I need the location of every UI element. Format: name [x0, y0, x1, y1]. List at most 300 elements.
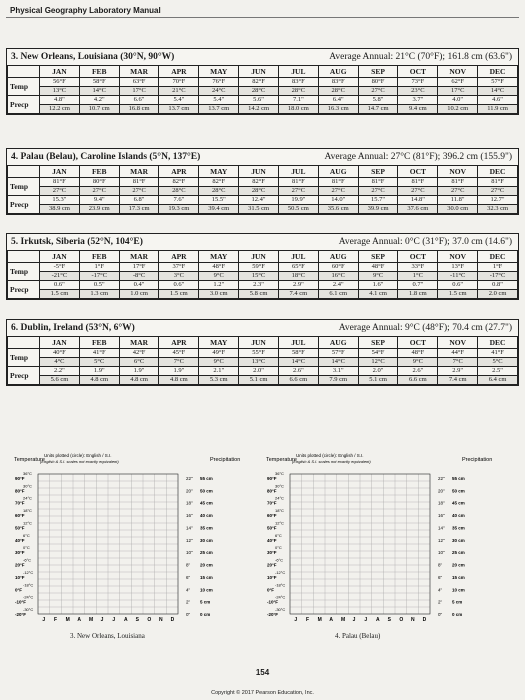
precip_cm-cell: 31.5 cm — [239, 205, 279, 214]
precip-cm-tick: 50 cm — [200, 488, 213, 494]
station-block — [6, 319, 519, 386]
precip-cm-tick: 15 cm — [452, 574, 465, 580]
precip-cm-tick: 10 cm — [200, 587, 213, 593]
precip_in-cell: 1.9" — [79, 367, 119, 376]
precip_cm-cell: 23.9 cm — [79, 205, 119, 214]
month-header: FEB — [79, 251, 119, 263]
precip-in-tick: 8" — [438, 562, 443, 568]
precip_in-cell: 3.1" — [318, 367, 358, 376]
corner-cell — [8, 166, 40, 178]
corner-cell — [8, 337, 40, 349]
station-block — [6, 233, 519, 300]
precip_cm-cell: 16.3 cm — [318, 105, 358, 114]
graph-caption-new-orleans: 3. New Orleans, Louisiana — [70, 632, 145, 640]
month-letter: J — [294, 617, 298, 623]
precip_cm-cell: 38.9 cm — [40, 205, 80, 214]
precip_in-cell: 0.5" — [79, 281, 119, 290]
precip_in-cell: 2.4" — [318, 281, 358, 290]
month-header: JUN — [239, 166, 279, 178]
temp-f-tick: 10°F — [15, 574, 25, 580]
precip_in-cell: 5.4" — [199, 96, 239, 105]
month-letter: J — [42, 617, 46, 623]
temp-f-tick: 40°F — [15, 537, 25, 543]
temp_c-cell: 14°C — [278, 358, 318, 367]
month-letter: F — [54, 617, 58, 623]
month-letter: J — [352, 617, 356, 623]
month-header: APR — [159, 251, 199, 263]
precip_in-cell: 1.9" — [159, 367, 199, 376]
precip_cm-cell: 6.6 cm — [398, 376, 438, 385]
precip_cm-cell: 6.4 cm — [478, 376, 518, 385]
precip_in-cell: 1.6" — [358, 281, 398, 290]
precip_cm-cell: 1.5 cm — [159, 290, 199, 299]
precip-cm-tick: 5 cm — [200, 599, 211, 605]
temp-c-tick: 18°C — [23, 508, 32, 514]
temp_f-cell: 48°F — [398, 349, 438, 358]
precip_in-cell: 12.7" — [478, 196, 518, 205]
precip_in-cell: 5.4" — [159, 96, 199, 105]
month-letter: M — [341, 617, 346, 623]
precip_cm-cell: 6.6 cm — [278, 376, 318, 385]
temp_f-cell: 81°F — [40, 178, 80, 187]
month-header: MAR — [119, 337, 159, 349]
precip_in-cell: 19.9" — [278, 196, 318, 205]
month-letter: A — [124, 617, 128, 623]
precip-in-tick: 12" — [438, 537, 445, 543]
temp_c-cell: 14°C — [478, 87, 518, 96]
temp-f-tick: 30°F — [15, 550, 25, 556]
climograph-new-orleans — [14, 452, 259, 633]
precip_in-cell: 4.8" — [40, 96, 80, 105]
climate-table — [7, 65, 518, 114]
temp_c-cell: 21°C — [159, 87, 199, 96]
temp_c-cell: 14°C — [79, 87, 119, 96]
precip_cm-cell: 14.7 cm — [358, 105, 398, 114]
precip-in-tick: 0" — [438, 612, 443, 617]
temp_f-cell: 59°F — [239, 263, 279, 272]
month-header: JAN — [40, 337, 80, 349]
precip_cm-cell: 19.3 cm — [159, 205, 199, 214]
temp_c-cell: 16°C — [318, 272, 358, 281]
precip_cm-cell: 37.6 cm — [398, 205, 438, 214]
temp_f-cell: 80°F — [358, 78, 398, 87]
precip_cm-cell: 1.5 cm — [438, 290, 478, 299]
temp-c-tick: -30°C — [275, 607, 286, 612]
temp_f-cell: 1°F — [478, 263, 518, 272]
precip_cm-cell: 4.1 cm — [358, 290, 398, 299]
month-header: FEB — [79, 166, 119, 178]
row-label-temp: Temp — [8, 78, 40, 96]
temp_f-cell: 44°F — [438, 349, 478, 358]
precip-cm-tick: 35 cm — [200, 525, 213, 531]
temp_c-cell: 7°C — [438, 358, 478, 367]
precip-cm-tick: 10 cm — [452, 587, 465, 593]
precip_in-cell: 14.8" — [398, 196, 438, 205]
precip_in-cell: 6.4" — [318, 96, 358, 105]
blank-climograph — [14, 452, 259, 628]
precip_in-cell: 2.6" — [398, 367, 438, 376]
precip_cm-cell: 5.1 cm — [239, 376, 279, 385]
temp-c-tick: -6°C — [23, 557, 32, 563]
precip_cm-cell: 39.4 cm — [199, 205, 239, 214]
precip_in-cell: 4.0" — [438, 96, 478, 105]
month-header: JAN — [40, 166, 80, 178]
row-label-precip: Precp — [8, 196, 40, 214]
month-header: APR — [159, 337, 199, 349]
precip-cm-tick: 35 cm — [452, 525, 465, 531]
precip-cm-tick: 25 cm — [200, 550, 213, 556]
temp_c-cell: 5°C — [79, 358, 119, 367]
temp_c-cell: 28°C — [159, 187, 199, 196]
precip-cm-tick: 5 cm — [452, 599, 463, 605]
temp_c-cell: 4°C — [40, 358, 80, 367]
row-label-temp: Temp — [8, 178, 40, 196]
precip_in-cell: 5.8" — [358, 96, 398, 105]
precip_cm-cell: 5.8 cm — [239, 290, 279, 299]
temp-f-tick: 20°F — [267, 562, 277, 568]
station-title — [7, 49, 518, 65]
month-letter: J — [112, 617, 116, 623]
precip-cm-tick: 30 cm — [200, 537, 213, 543]
precip_in-cell: 0.6" — [438, 281, 478, 290]
temp-c-tick: -18°C — [23, 582, 34, 588]
temp_f-cell: 13°F — [438, 263, 478, 272]
annual-summary: Average Annual: 21°C (70°F); 161.8 cm (63.6") — [329, 52, 512, 62]
precip-in-tick: 6" — [186, 574, 191, 580]
month-letter: F — [306, 617, 310, 623]
month-header: AUG — [318, 166, 358, 178]
temp_c-cell: -17°C — [478, 272, 518, 281]
temp_c-cell: 7°C — [159, 358, 199, 367]
precip-in-tick: 2" — [186, 599, 191, 605]
temp_c-cell: 28°C — [278, 87, 318, 96]
month-header: APR — [159, 166, 199, 178]
temp_f-cell: 81°F — [119, 178, 159, 187]
row-label-precip: Precp — [8, 96, 40, 114]
corner-cell — [8, 66, 40, 78]
month-header: AUG — [318, 66, 358, 78]
temp-c-tick: 18°C — [275, 508, 284, 514]
temp_f-cell: 54°F — [358, 349, 398, 358]
precip-cm-tick: 55 cm — [452, 476, 465, 481]
temp_f-cell: 82°F — [159, 178, 199, 187]
station-name: 6. Dublin, Ireland (53°N, 6°W) — [11, 323, 135, 333]
precip-in-tick: 14" — [186, 525, 193, 531]
month-letter: O — [147, 617, 152, 623]
temp_f-cell: 81°F — [398, 178, 438, 187]
month-header: MAY — [199, 251, 239, 263]
month-header: SEP — [358, 337, 398, 349]
temp-c-tick: 24°C — [23, 495, 32, 501]
station-title — [7, 234, 518, 250]
precip_in-cell: 0.4" — [119, 281, 159, 290]
month-header: JUN — [239, 66, 279, 78]
precipitation-heading: Precipitation — [462, 457, 493, 463]
month-header: MAY — [199, 166, 239, 178]
row-label-temp: Temp — [8, 263, 40, 281]
precip_cm-cell: 7.4 cm — [278, 290, 318, 299]
precip-cm-tick: 50 cm — [452, 488, 465, 494]
temp_f-cell: 65°F — [278, 263, 318, 272]
month-header: NOV — [438, 251, 478, 263]
precip_cm-cell: 1.3 cm — [79, 290, 119, 299]
temp-f-tick: 50°F — [267, 525, 277, 531]
precip-cm-tick: 40 cm — [200, 513, 213, 519]
month-header: SEP — [358, 66, 398, 78]
precip_in-cell: 6.8" — [119, 196, 159, 205]
temp_c-cell: 3°C — [159, 272, 199, 281]
temperature-heading: Temperature — [266, 457, 297, 463]
temp_c-cell: 23°C — [398, 87, 438, 96]
precip_cm-cell: 10.7 cm — [79, 105, 119, 114]
month-header: JUL — [278, 251, 318, 263]
precip_in-cell: 1.2" — [199, 281, 239, 290]
page-number: 154 — [255, 668, 270, 677]
precip-in-tick: 18" — [186, 500, 193, 506]
precip-cm-tick: 45 cm — [200, 500, 213, 506]
temp-f-tick: 90°F — [267, 476, 277, 481]
temp_f-cell: 73°F — [398, 78, 438, 87]
temp_c-cell: -11°C — [438, 272, 478, 281]
precip_cm-cell: 16.8 cm — [119, 105, 159, 114]
precip-cm-tick: 20 cm — [200, 562, 213, 568]
month-letter: A — [376, 617, 380, 623]
temp_f-cell: 82°F — [239, 178, 279, 187]
month-header: MAY — [199, 337, 239, 349]
precip_cm-cell: 14.2 cm — [239, 105, 279, 114]
month-header: NOV — [438, 166, 478, 178]
temp_c-cell: 13°C — [239, 358, 279, 367]
temp_f-cell: 62°F — [438, 78, 478, 87]
temp-f-tick: 80°F — [267, 488, 277, 494]
precipitation-heading: Precipitation — [210, 457, 241, 463]
precip_in-cell: 2.0" — [239, 367, 279, 376]
temp_c-cell: 27°C — [40, 187, 80, 196]
precip-cm-tick: 55 cm — [200, 476, 213, 481]
temp-c-tick: -12°C — [23, 569, 34, 575]
temp_f-cell: 81°F — [358, 178, 398, 187]
month-header: JUL — [278, 337, 318, 349]
precip_cm-cell: 1.0 cm — [119, 290, 159, 299]
precip_in-cell: 7.1" — [278, 96, 318, 105]
temp_c-cell: 1°C — [398, 272, 438, 281]
month-header: DEC — [478, 166, 518, 178]
temp_c-cell: 14°C — [318, 358, 358, 367]
month-header: MAR — [119, 166, 159, 178]
temp_f-cell: 37°F — [159, 263, 199, 272]
precip-in-tick: 8" — [186, 562, 191, 568]
precip-cm-tick: 45 cm — [452, 500, 465, 506]
station-title — [7, 149, 518, 165]
precip_in-cell: 15.3" — [40, 196, 80, 205]
precip-cm-tick: 25 cm — [452, 550, 465, 556]
precip-in-tick: 18" — [438, 500, 445, 506]
temp-c-tick: 36°C — [275, 471, 284, 476]
temp_f-cell: 1°F — [79, 263, 119, 272]
annual-summary: Average Annual: 9°C (48°F); 70.4 cm (27.7") — [338, 323, 512, 333]
temp-c-tick: -30°C — [23, 607, 34, 612]
precip_cm-cell: 30.0 cm — [438, 205, 478, 214]
temp_f-cell: 55°F — [239, 349, 279, 358]
temp-f-tick: 80°F — [15, 488, 25, 494]
month-header: JAN — [40, 66, 80, 78]
temp-c-tick: -24°C — [275, 594, 286, 600]
temp-c-tick: 6°C — [23, 532, 30, 538]
precip-cm-tick: 30 cm — [452, 537, 465, 543]
temp_f-cell: 40°F — [40, 349, 80, 358]
month-letter: A — [329, 617, 333, 623]
precip_cm-cell: 10.2 cm — [438, 105, 478, 114]
precip-in-tick: 20" — [186, 488, 193, 494]
temp-f-tick: -20°F — [267, 612, 279, 617]
precip_in-cell: 4.6" — [478, 96, 518, 105]
units-line: Units plotted (circle): English / S.I. — [44, 453, 112, 458]
temp-c-tick: -24°C — [23, 594, 34, 600]
precip_cm-cell: 3.0 cm — [199, 290, 239, 299]
temp_c-cell: 28°C — [239, 87, 279, 96]
month-header: DEC — [478, 337, 518, 349]
precip_in-cell: 0.6" — [40, 281, 80, 290]
temp_c-cell: 28°C — [199, 187, 239, 196]
precip_cm-cell: 1.5 cm — [40, 290, 80, 299]
temp_c-cell: 27°C — [79, 187, 119, 196]
precip_cm-cell: 13.7 cm — [199, 105, 239, 114]
precip_cm-cell: 2.0 cm — [478, 290, 518, 299]
precip_cm-cell: 5.3 cm — [199, 376, 239, 385]
month-header: FEB — [79, 66, 119, 78]
month-header: JUL — [278, 66, 318, 78]
precip-in-tick: 14" — [438, 525, 445, 531]
precip_cm-cell: 32.3 cm — [478, 205, 518, 214]
month-header: MAR — [119, 66, 159, 78]
temp_c-cell: 24°C — [199, 87, 239, 96]
temp_c-cell: -21°C — [40, 272, 80, 281]
station-block — [6, 148, 519, 215]
month-header: SEP — [358, 251, 398, 263]
temp_f-cell: 82°F — [199, 178, 239, 187]
month-header: AUG — [318, 251, 358, 263]
precip_in-cell: 12.4" — [239, 196, 279, 205]
precip_cm-cell: 50.5 cm — [278, 205, 318, 214]
precip-in-tick: 10" — [186, 550, 193, 556]
blank-climograph — [266, 452, 511, 628]
month-letter: N — [411, 617, 415, 623]
precip-in-tick: 0" — [186, 612, 191, 617]
month-letter: N — [159, 617, 163, 623]
temp_c-cell: 13°C — [40, 87, 80, 96]
units-note: (English & S.I. scales not exactly equivalent) — [292, 459, 371, 464]
precip_in-cell: 7.6" — [159, 196, 199, 205]
month-header: FEB — [79, 337, 119, 349]
temp_f-cell: 63°F — [119, 78, 159, 87]
temp_c-cell: 27°C — [358, 187, 398, 196]
precip-in-tick: 4" — [186, 587, 191, 593]
precip-in-tick: 12" — [186, 537, 193, 543]
precip-cm-tick: 40 cm — [452, 513, 465, 519]
temp_c-cell: 6°C — [119, 358, 159, 367]
temp_f-cell: 83°F — [278, 78, 318, 87]
temp_c-cell: 9°C — [398, 358, 438, 367]
temp-f-tick: -10°F — [267, 599, 279, 605]
station-title — [7, 320, 518, 336]
temp_c-cell: 18°C — [278, 272, 318, 281]
temp_c-cell: 12°C — [358, 358, 398, 367]
temperature-heading: Temperature — [14, 457, 45, 463]
temp_f-cell: 48°F — [199, 263, 239, 272]
precip-cm-tick: 0 cm — [200, 612, 211, 617]
month-header: JUN — [239, 337, 279, 349]
precip-cm-tick: 0 cm — [452, 612, 463, 617]
precip_in-cell: 2.0" — [358, 367, 398, 376]
precip-in-tick: 10" — [438, 550, 445, 556]
temp_c-cell: 9°C — [199, 272, 239, 281]
temp-c-tick: 12°C — [275, 520, 284, 526]
running-header: Physical Geography Laboratory Manual — [10, 6, 161, 15]
precip_cm-cell: 7.4 cm — [438, 376, 478, 385]
temp-c-tick: 0°C — [275, 545, 282, 551]
temp-f-tick: 0°F — [15, 587, 23, 593]
graph-caption-palau: 4. Palau (Belau) — [335, 632, 381, 640]
temp-f-tick: 90°F — [15, 476, 25, 481]
precip_in-cell: 2.2" — [40, 367, 80, 376]
corner-cell — [8, 251, 40, 263]
temp-f-tick: 70°F — [267, 500, 277, 506]
precip_in-cell: 2.1" — [199, 367, 239, 376]
temp_f-cell: 58°F — [79, 78, 119, 87]
precip_in-cell: 9.4" — [79, 196, 119, 205]
precip_cm-cell: 13.7 cm — [159, 105, 199, 114]
temp-f-tick: 10°F — [267, 574, 277, 580]
precip-in-tick: 16" — [438, 513, 445, 519]
temp_f-cell: 41°F — [79, 349, 119, 358]
precip_in-cell: 15.7" — [358, 196, 398, 205]
month-header: OCT — [398, 337, 438, 349]
month-letter: J — [364, 617, 368, 623]
temp_f-cell: 81°F — [318, 178, 358, 187]
month-header: NOV — [438, 66, 478, 78]
precip_cm-cell: 7.9 cm — [318, 376, 358, 385]
temp_f-cell: 57°F — [318, 349, 358, 358]
temp-c-tick: 36°C — [23, 471, 32, 476]
precip-in-tick: 20" — [438, 488, 445, 494]
precip_cm-cell: 18.0 cm — [278, 105, 318, 114]
precip_cm-cell: 5.6 cm — [40, 376, 80, 385]
header-rule — [6, 17, 519, 18]
precip_in-cell: 4.2" — [79, 96, 119, 105]
month-header: JUN — [239, 251, 279, 263]
temp-f-tick: 40°F — [267, 537, 277, 543]
row-label-precip: Precp — [8, 367, 40, 385]
precip_in-cell: 3.7" — [398, 96, 438, 105]
month-letter: S — [387, 617, 392, 623]
precip_in-cell: 0.7" — [398, 281, 438, 290]
precip-cm-tick: 15 cm — [200, 574, 213, 580]
month-header: APR — [159, 66, 199, 78]
temp_c-cell: 17°C — [438, 87, 478, 96]
month-letter: O — [399, 617, 404, 623]
temp_c-cell: 28°C — [239, 187, 279, 196]
temp-f-tick: 30°F — [267, 550, 277, 556]
precip_cm-cell: 39.9 cm — [358, 205, 398, 214]
temp_f-cell: 42°F — [119, 349, 159, 358]
temp_c-cell: 28°C — [318, 87, 358, 96]
precip_cm-cell: 11.9 cm — [478, 105, 518, 114]
temp-c-tick: 6°C — [275, 532, 282, 538]
month-header: DEC — [478, 66, 518, 78]
temp_c-cell: -8°C — [119, 272, 159, 281]
precip-in-tick: 2" — [438, 599, 443, 605]
temp-c-tick: 24°C — [275, 495, 284, 501]
